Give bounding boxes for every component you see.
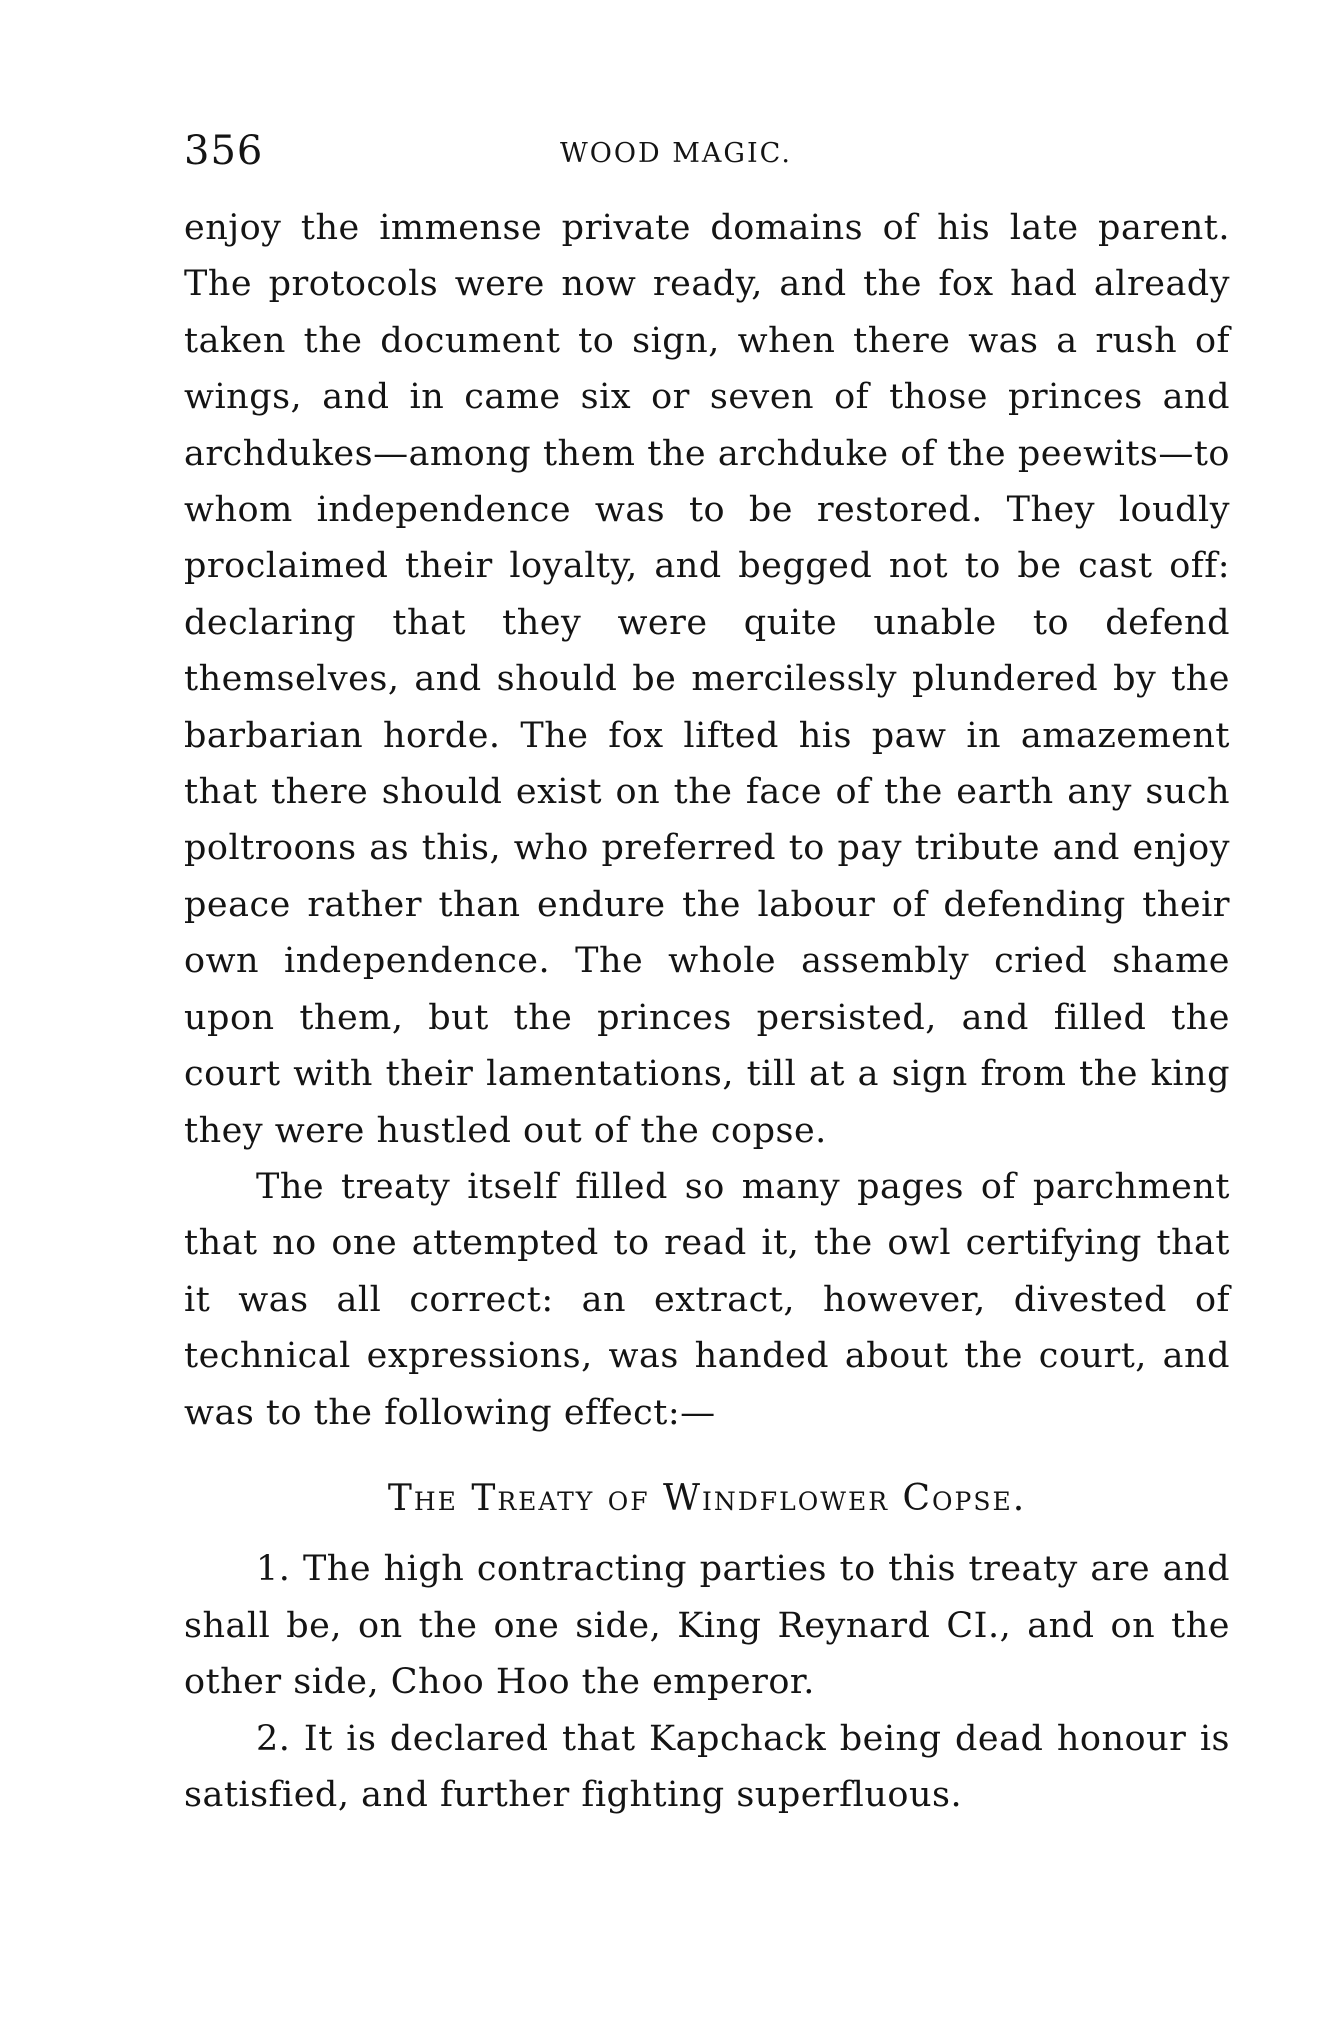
paragraph: The treaty itself filled so many pages of parchment that no one attempted to read it, the owl certifying that it was all correct: an extract, however, divested of technical expressions, was handed about the court, and was to the following effect:—	[184, 1166, 1230, 1433]
treaty-clause: 2. It is declared that Kapchack being dead honour is satisfied, and further fighting superfluous.	[184, 1718, 1230, 1815]
treaty-clause: 1. The high contracting parties to this treaty are and shall be, on the one side, King Reynard CI., and on the other side, Choo Hoo the emperor.	[184, 1549, 1230, 1703]
page-number: 356	[184, 128, 264, 174]
section-heading: The Treaty of Windflower Copse.	[387, 1477, 1027, 1519]
running-head	[184, 128, 1224, 178]
paragraph: enjoy the immense private domains of his late parent. The protocols were now ready, and the fox had already taken the document to sign, when there was a rush of wings, and in came six or seven of those princes and archdukes—among them the archduke of the peewits—to whom independence was to be restored. They loudly proclaimed their loyalty, and begged not to be cast off: declaring that they were quite unable to defend themselves, and should be mercilessly plundered by the barbarian horde. The fox lifted his paw in amazement that there should exist on the face of the earth any such poltroons as this, who preferred to pay tribute and enjoy peace rather than endure the labour of defending their own independence. The whole assembly cried shame upon them, but the princes persisted, and filled the court with their lamentations, till at a sign from the king they were hustled out of the copse.	[184, 208, 1230, 1151]
body-text	[184, 200, 1230, 1823]
running-title: WOOD MAGIC.	[560, 138, 792, 169]
